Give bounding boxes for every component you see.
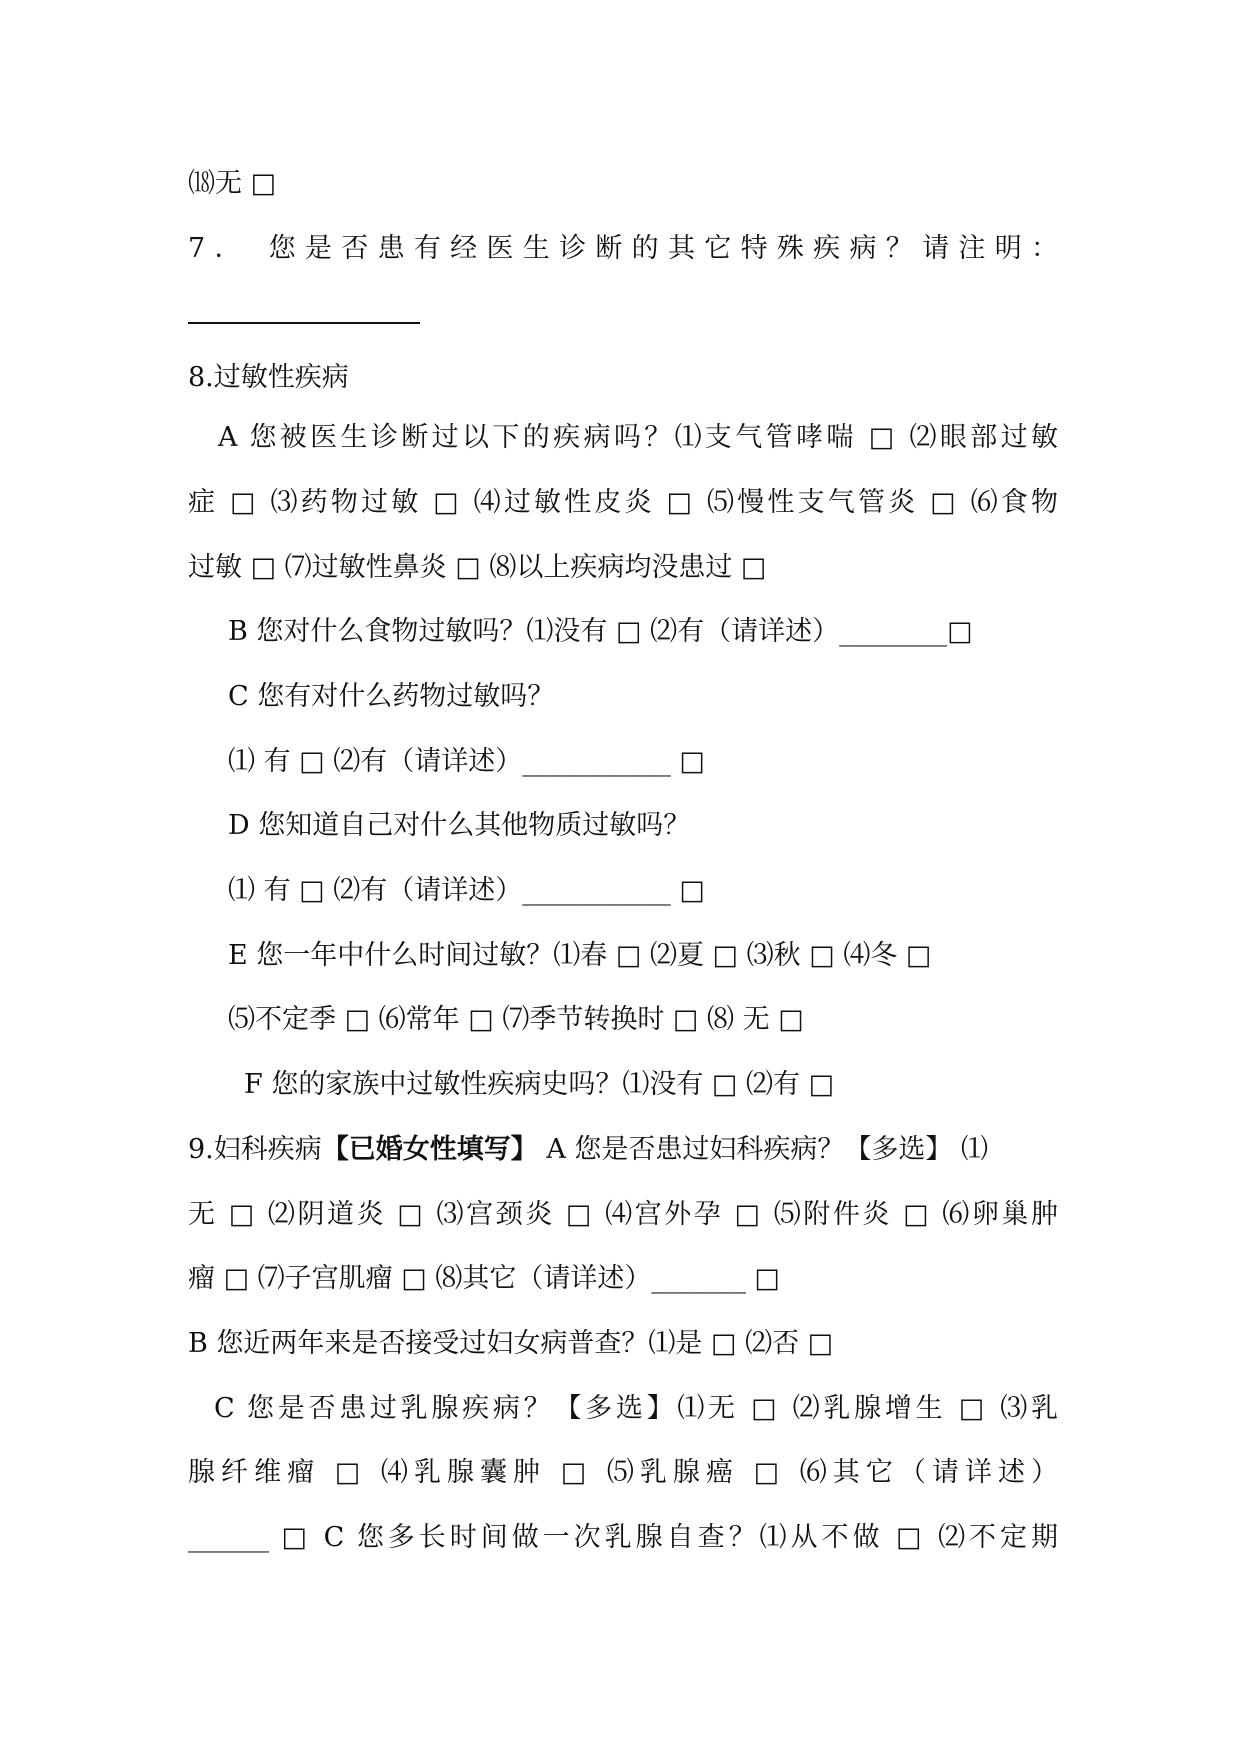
married-women-note: 【已婚女性填写】: [321, 1134, 538, 1165]
question-9a-line2: 无 □ ⑵阴道炎 □ ⑶宫颈炎 □ ⑷宫外孕 □ ⑸附件炎 □ ⑹卵巢肿: [188, 1199, 1058, 1230]
question-8e: E 您一年中什么时间过敏？⑴春 □ ⑵夏 □ ⑶秋 □ ⑷冬 □: [228, 940, 932, 971]
question-9c-line3: ______ □ C 您多长时间做一次乳腺自查？⑴从不做 □ ⑵不定期: [188, 1522, 1058, 1553]
option-18-none: ⒅无 □: [188, 168, 277, 199]
question-9b: B 您近两年来是否接受过妇女病普查？⑴是 □ ⑵否 □: [188, 1328, 834, 1359]
question-9a: A 您是否患过妇科疾病？【多选】 ⑴: [537, 1134, 989, 1165]
question-8c-options: ⑴ 有 □ ⑵有（请详述）___________ □: [228, 746, 705, 777]
question-9c-line2: 腺纤维瘤 □ ⑷乳腺囊肿 □ ⑸乳腺癌 □ ⑹其它（请详述）: [188, 1457, 1058, 1488]
question-8c: C 您有对什么药物过敏吗？: [228, 681, 555, 712]
question-8e-options: ⑸不定季 □ ⑹常年 □ ⑺季节转换时 □ ⑻ 无 □: [228, 1004, 804, 1035]
question-8a-line1: A 您被医生诊断过以下的疾病吗？⑴支气管哮喘 □ ⑵眼部过敏: [218, 422, 1058, 453]
question-8b: B 您对什么食物过敏吗？⑴没有 □ ⑵有（请详述）________□: [228, 616, 973, 647]
answer-blank-line: [188, 322, 420, 324]
question-9c-line1: C 您是否患过乳腺疾病？【多选】⑴无 □ ⑵乳腺增生 □ ⑶乳: [214, 1393, 1058, 1424]
question-8a-line2: 症 □ ⑶药物过敏 □ ⑷过敏性皮炎 □ ⑸慢性支气管炎 □ ⑹食物: [188, 487, 1058, 518]
question-8a-line3: 过敏 □ ⑺过敏性鼻炎 □ ⑻以上疾病均没患过 □: [188, 552, 767, 583]
section-8-title: 8.过敏性疾病: [188, 362, 349, 393]
section-9-line1: [188, 1130, 1058, 1170]
question-8f: F 您的家族中过敏性疾病史吗？⑴没有 □ ⑵有 □: [244, 1069, 835, 1100]
question-9a-line3: 瘤 □ ⑺子宫肌瘤 □ ⑻其它（请详述）_______ □: [188, 1263, 780, 1294]
question-8d-options: ⑴ 有 □ ⑵有（请详述）___________ □: [228, 875, 705, 906]
question-7: 7． 您是否患有经医生诊断的其它特殊疾病？请注明：: [188, 233, 1058, 264]
section-9-title: 9.妇科疾病: [188, 1134, 322, 1165]
question-8d: D 您知道自己对什么其他物质过敏吗？: [228, 810, 691, 841]
